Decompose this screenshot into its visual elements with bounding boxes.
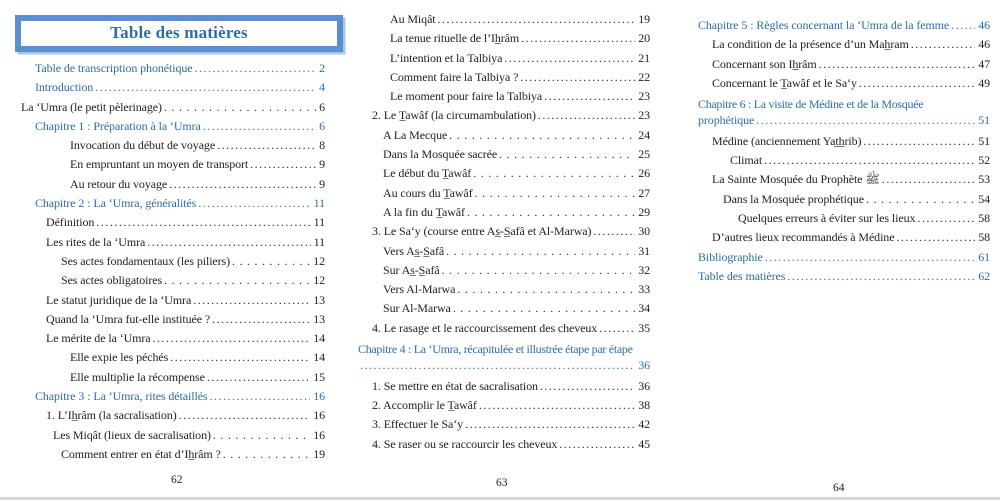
toc-entry[interactable] (352, 126, 650, 145)
toc-page-number: 4 (319, 80, 325, 95)
toc-entry-text: 2. Accomplir le T̲awâf (372, 397, 477, 412)
toc-entry-text: Ses actes fondamentaux (les piliers) (61, 253, 231, 268)
toc-page-number: 24 (638, 127, 650, 142)
toc-entry-continuation (358, 357, 650, 374)
dot-leader (473, 164, 635, 183)
toc-entry[interactable] (15, 98, 325, 117)
dot-leader (863, 132, 975, 151)
toc-page-middle (352, 10, 650, 454)
toc-entry-text: L’intention et la Talbiya (390, 50, 503, 65)
dot-leader (96, 213, 310, 232)
toc-entry[interactable] (15, 348, 325, 367)
dot-leader (479, 396, 635, 415)
toc-page-number: 46 (978, 37, 990, 52)
toc-entry-text: Chapitre 1 : Préparation à la ‘Umra (35, 118, 201, 133)
toc-page-number: 19 (638, 12, 650, 26)
toc-entries-right (692, 16, 990, 286)
toc-entry-text: Le statut juridique de la ‘Umra (46, 292, 192, 307)
toc-entry-text: Ses actes obligatoires (61, 273, 163, 288)
dot-leader (449, 126, 635, 145)
toc-entries-middle (352, 10, 650, 454)
toc-entry-text: 4. Se raser ou se raccourcir les cheveux (372, 436, 558, 451)
toc-entry-text: Dans la Mosquée prophétique (723, 191, 864, 206)
dot-leader (442, 261, 636, 280)
toc-page-number: 22 (638, 69, 650, 84)
toc-entry-text: Chapitre 5 : Règles concernant la ‘Umra de la femme (698, 18, 950, 32)
dot-leader (438, 10, 636, 29)
toc-entry[interactable] (352, 415, 650, 434)
toc-entry[interactable] (352, 435, 650, 454)
dot-leader (917, 209, 975, 228)
toc-entry-text: Invocation du début de voyage (70, 138, 216, 153)
dot-leader (467, 203, 635, 222)
toc-entry-text: Comment entrer en état d’Ih̲râm ? (61, 446, 221, 461)
toc-entry[interactable] (15, 155, 325, 174)
toc-entry-text: En empruntant un moyen de transport (70, 157, 249, 172)
toc-entry[interactable] (15, 175, 325, 194)
toc-page-number: 52 (978, 153, 990, 168)
dot-leader (764, 151, 975, 170)
toc-entry[interactable] (352, 87, 650, 106)
dot-leader (593, 222, 635, 241)
toc-page-number: 30 (638, 224, 650, 239)
dot-leader (521, 29, 635, 48)
toc-entry-text: Chapitre 4 : La ‘Umra, récapitulée et illustrée étape par étape (358, 342, 633, 357)
toc-page-number: 23 (638, 89, 650, 104)
dot-leader (170, 348, 310, 367)
toc-entry[interactable] (352, 68, 650, 87)
toc-entry[interactable] (15, 59, 325, 78)
toc-entry[interactable] (692, 93, 990, 132)
dot-leader (911, 35, 975, 54)
toc-entry-continuation (698, 112, 990, 129)
toc-page-number: 36 (638, 358, 650, 373)
toc-page-number: 34 (638, 301, 650, 316)
toc-entry-text: Les rites de la ‘Umra (46, 234, 146, 249)
toc-entry[interactable] (352, 299, 650, 318)
dot-leader (866, 190, 975, 209)
toc-entry-text: Chapitre 6 : La visite de Médine et de la Mosquée (698, 97, 924, 112)
toc-entry[interactable] (692, 55, 990, 74)
toc-entry-text: A La Mecque (383, 127, 448, 142)
toc-entry[interactable] (15, 445, 325, 464)
dot-leader (207, 368, 310, 387)
toc-entry-text: Les Miqât (lieux de sacralisation) (53, 427, 211, 442)
dot-leader (95, 78, 316, 97)
toc-entry[interactable] (352, 338, 650, 377)
toc-entry[interactable] (692, 248, 990, 267)
toc-entry-text: Introduction (35, 80, 94, 95)
toc-page-number: 23 (638, 108, 650, 123)
page-footer-number: 63 (496, 477, 508, 489)
dot-leader (475, 184, 636, 203)
dot-leader (198, 194, 310, 213)
toc-entry[interactable] (15, 387, 325, 406)
toc-page-number: 14 (313, 350, 325, 365)
toc-entry[interactable] (15, 271, 325, 290)
dot-leader (193, 291, 310, 310)
toc-page-number: 11 (313, 215, 325, 230)
toc-entry-text: Comment faire la Talbiya ? (390, 69, 519, 84)
toc-entry[interactable] (692, 170, 990, 189)
dot-leader (250, 155, 316, 174)
toc-entry[interactable] (15, 426, 325, 445)
toc-entry[interactable] (692, 16, 990, 35)
toc-entry[interactable] (15, 406, 325, 425)
toc-entry[interactable] (692, 132, 990, 151)
toc-entry-text: Table des matières (698, 268, 786, 283)
toc-page-number: 13 (313, 292, 325, 307)
dot-leader (453, 299, 635, 318)
toc-entry[interactable] (352, 106, 650, 125)
page-title: Table des matières (110, 23, 248, 42)
toc-page-number: 6 (319, 99, 325, 114)
toc-page-right (692, 16, 990, 286)
page-footer-number: 62 (171, 474, 183, 486)
dot-leader (538, 106, 635, 125)
toc-page-number: 51 (978, 113, 990, 128)
dot-leader (765, 248, 975, 267)
toc-entry[interactable] (352, 184, 650, 203)
toc-entry-text: Chapitre 2 : La ‘Umra, généralités (35, 196, 197, 211)
dot-leader (544, 87, 635, 106)
toc-entries-left (15, 59, 325, 464)
toc-page-number: 42 (638, 417, 650, 432)
toc-entry-text: 1. Se mettre en état de sacralisation (372, 378, 538, 393)
toc-page-left (15, 15, 325, 464)
dot-leader (209, 387, 310, 406)
toc-page-number: 11 (313, 196, 325, 211)
dot-leader (787, 267, 975, 286)
toc-page-number: 2 (319, 61, 325, 75)
dot-leader (465, 415, 635, 434)
toc-page-number: 35 (638, 320, 650, 335)
dot-leader (504, 49, 635, 68)
dot-leader (217, 136, 316, 155)
toc-entry[interactable] (352, 377, 650, 396)
toc-entry[interactable] (692, 209, 990, 228)
dot-leader (951, 16, 975, 35)
toc-entry-text: Au Miqât (390, 12, 436, 26)
toc-page-number: 25 (638, 147, 650, 162)
toc-page-number: 6 (319, 118, 325, 133)
toc-page-number: 53 (978, 172, 990, 187)
toc-page-number: 11 (313, 234, 325, 249)
toc-page-number: 62 (978, 268, 990, 283)
dot-leader (882, 170, 975, 189)
toc-page-number: 9 (319, 176, 325, 191)
toc-entry-text: Elle multiplie la récompense (70, 369, 205, 384)
toc-page-number: 33 (638, 282, 650, 297)
toc-page-number: 27 (638, 185, 650, 200)
dot-leader (223, 445, 310, 464)
toc-entry-text: 2. Le T̲awâf (la circumambulation) (372, 108, 536, 123)
toc-page-number: 15 (313, 369, 325, 384)
toc-entry-text: A la fin du T̲awâf (383, 204, 465, 219)
toc-entry-text: 4. Le rasage et le raccourcissement des cheveux (372, 320, 598, 335)
toc-entry-text: Quand la ‘Umra fut-elle instituée ? (46, 311, 211, 326)
toc-entry[interactable] (352, 396, 650, 415)
dot-leader (540, 377, 635, 396)
toc-entry[interactable] (352, 49, 650, 68)
toc-page-number: 31 (638, 243, 650, 258)
toc-page-number: 36 (638, 378, 650, 393)
dot-leader (153, 329, 311, 348)
toc-entry[interactable] (15, 78, 325, 97)
toc-entry-text: La condition de la présence d’un Mah̲ram (712, 37, 909, 52)
toc-entry[interactable] (352, 319, 650, 338)
toc-page-number: 8 (319, 138, 325, 153)
toc-entry[interactable] (352, 29, 650, 48)
dot-leader (213, 426, 310, 445)
toc-page-number: 51 (978, 133, 990, 148)
toc-page-number: 14 (313, 331, 325, 346)
toc-entry[interactable] (352, 164, 650, 183)
toc-entry-text: Table de transcription phonétique (35, 61, 193, 75)
toc-page-number: 12 (313, 253, 325, 268)
toc-entry[interactable] (352, 261, 650, 280)
toc-entry[interactable] (352, 280, 650, 299)
toc-title-box (15, 15, 343, 52)
toc-page-number: 47 (978, 56, 990, 71)
toc-page-number: 13 (313, 311, 325, 326)
toc-entry[interactable] (15, 368, 325, 387)
toc-entry-text: D’autres lieux recommandés à Médine (712, 230, 895, 245)
dot-leader (819, 55, 976, 74)
dot-leader (203, 117, 316, 136)
toc-entry-text: Vers Al-Marwa (383, 282, 456, 297)
toc-entry-text: Le début du T̲awâf (383, 166, 472, 181)
toc-entry-text: La tenue rituelle de l’Ih̲râm (390, 31, 520, 46)
dot-leader (164, 98, 316, 117)
toc-entry-text: Concernant le T̲awâf et le Sa‘y (712, 75, 857, 90)
toc-page-number: 38 (638, 397, 650, 412)
dot-leader (212, 310, 310, 329)
toc-entry-text: Médine (anciennement Yat̲h̲rib) (712, 133, 862, 148)
dot-leader (859, 74, 975, 93)
toc-page-number: 20 (638, 31, 650, 46)
toc-entry-text: Dans la Mosquée sacrée (383, 147, 498, 162)
dot-leader (194, 59, 316, 78)
toc-entry[interactable] (15, 213, 325, 232)
toc-page-number: 61 (978, 249, 990, 264)
toc-page-number: 9 (319, 157, 325, 172)
toc-entry-text: Chapitre 3 : La ‘Umra, rites détaillés (35, 389, 208, 404)
toc-entry-text: 1. L’Ih̲râm (la sacralisation) (46, 408, 177, 423)
toc-page-number: 32 (638, 262, 650, 277)
toc-entry-text: Au retour du voyage (70, 176, 168, 191)
toc-page-number: 16 (313, 389, 325, 404)
dot-leader (520, 68, 635, 87)
toc-entry[interactable] (692, 228, 990, 247)
toc-entry[interactable] (15, 194, 325, 213)
toc-entry-text: La Sainte Mosquée du Prophète ﷺ (712, 172, 880, 187)
dot-leader (164, 271, 310, 290)
dot-leader (896, 228, 975, 247)
toc-entry-text: Vers As̲-S̲afâ (383, 243, 445, 258)
toc-entry[interactable] (692, 151, 990, 170)
toc-entry-text: Climat (730, 153, 763, 168)
toc-entry[interactable] (352, 222, 650, 241)
dot-leader (559, 435, 635, 454)
dot-leader (756, 112, 975, 129)
toc-entry-text: Le mérite de la ‘Umra (46, 331, 151, 346)
toc-entry[interactable] (692, 35, 990, 54)
toc-entry[interactable] (15, 329, 325, 348)
dot-leader (599, 319, 635, 338)
dot-leader (169, 175, 316, 194)
toc-entry-text: La ‘Umra (le petit pèlerinage) (21, 99, 162, 114)
dot-leader (147, 233, 310, 252)
dot-leader (446, 242, 635, 261)
toc-entry-text: Le moment pour faire la Talbiya (390, 89, 543, 104)
toc-entry-text: Elle expie les péchés (70, 350, 169, 365)
toc-entry[interactable] (692, 74, 990, 93)
toc-page-number: 12 (313, 273, 325, 288)
toc-entry[interactable] (15, 117, 325, 136)
toc-entry-text: Définition (46, 215, 95, 230)
toc-entry-text: Sur Al-Marwa (383, 301, 451, 316)
toc-entry-text: 3. Effectuer le Sa‘y (372, 417, 464, 432)
toc-page-number: 21 (638, 50, 650, 65)
toc-page-number: 26 (638, 166, 650, 181)
toc-page-number: 49 (978, 75, 990, 90)
toc-page-number: 46 (978, 18, 990, 32)
toc-page-number: 58 (978, 230, 990, 245)
toc-page-number: 45 (638, 436, 650, 451)
toc-entry[interactable] (15, 291, 325, 310)
toc-entry-text: 3. Le Sa‘y (course entre As̲-S̲afâ et Al-Marwa) (372, 224, 592, 239)
toc-entry[interactable] (352, 10, 650, 29)
toc-entry-text: Quelques erreurs à éviter sur les lieux (738, 210, 916, 225)
toc-entry[interactable] (692, 190, 990, 209)
toc-entry-text: Concernant son Ih̲râm (712, 56, 817, 71)
toc-page-number: 58 (978, 210, 990, 225)
toc-page-number: 54 (978, 191, 990, 206)
dot-leader (499, 145, 635, 164)
toc-page-number: 16 (313, 427, 325, 442)
dot-leader (179, 406, 311, 425)
dot-leader (457, 280, 635, 299)
page-footer-number: 64 (833, 482, 845, 494)
toc-entry-text: Au cours du T̲awâf (383, 185, 473, 200)
toc-entry-text: Sur As̲-S̲afâ (383, 262, 440, 277)
toc-entry-text: prophétique (698, 113, 755, 128)
toc-entry[interactable] (15, 252, 325, 271)
toc-entry[interactable] (15, 310, 325, 329)
toc-entry[interactable] (352, 203, 650, 222)
toc-page-number: 29 (638, 204, 650, 219)
toc-entry[interactable] (352, 242, 650, 261)
dot-leader (232, 252, 310, 271)
toc-entry-text: Bibliographie (698, 249, 763, 264)
toc-entry[interactable] (15, 233, 325, 252)
dot-leader (360, 357, 635, 374)
toc-entry[interactable] (692, 267, 990, 286)
toc-page-number: 16 (313, 408, 325, 423)
toc-entry[interactable] (352, 145, 650, 164)
toc-entry[interactable] (15, 136, 325, 155)
toc-page-number: 19 (313, 446, 325, 461)
